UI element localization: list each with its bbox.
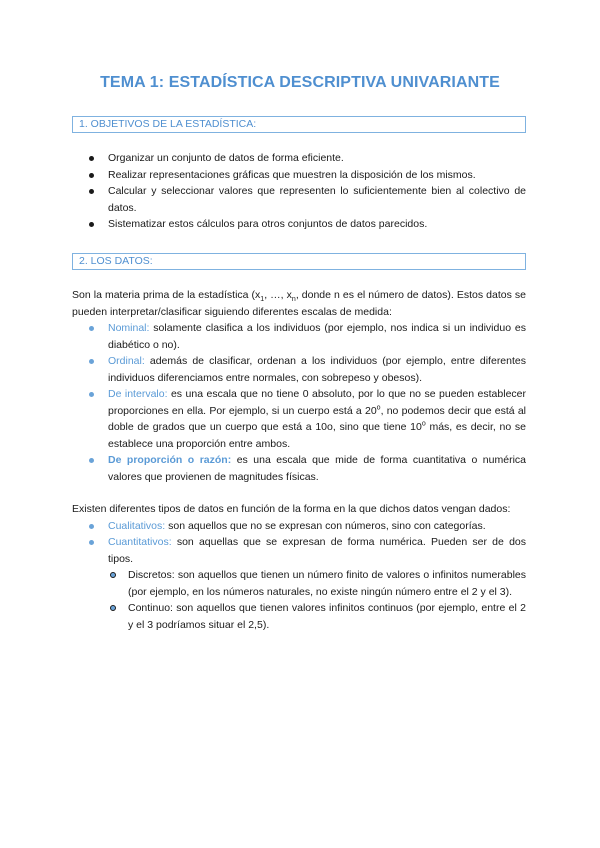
term-cuantitativos: Cuantitativos: [108,536,172,548]
scales-list [72,320,526,485]
list-item [72,452,526,485]
document-title: TEMA 1: ESTADÍSTICA DESCRIPTIVA UNIVARIANTE [100,74,500,91]
degree-sup: o [421,420,426,428]
list-item: Discretos: son aquellos que tienen un número finito de valores o infinitos numerables (por ejemplo, en los números naturales, no existe ningún número entre el 2 y el 3). [108,567,526,600]
list-item: Organizar un conjunto de datos de forma eficiente. [72,150,526,167]
datos-intro-paragraph [72,287,526,320]
objetivos-list [72,150,526,233]
subscript-1: 1 [260,296,265,304]
cuantitativos-sublist [108,567,526,633]
list-item: Sistematizar estos cálculos para otros conjuntos de datos parecidos. [72,216,526,233]
term-text: es una escala que mide de forma cuantitativa o numérica valores que provienen de magnitudes físicas. [108,454,526,483]
term-text: es una escala que no tiene 0 absoluto, por lo que no se pueden establecer proporciones en ella. Por ejemplo, si un cuerpo está a 20 [108,388,526,417]
term-text: además de clasificar, ordenan a los individuos (por ejemplo, entre diferentes individuos diferenciamos entre normales, con sobrepeso y obesos). [108,355,526,384]
section-heading-datos: 2. LOS DATOS: [72,253,526,270]
spacer [72,485,526,501]
section-heading-objetivos: 1. OBJETIVOS DE LA ESTADÍSTICA: [72,116,526,133]
list-item: Continuo: son aquellos que tienen valores infinitos continuos (por ejemplo, entre el 2 y el 3 podríamos situar el 2,5). [108,600,526,633]
list-item [72,320,526,353]
term-text: , no podemos decir que está al doble de grados que un cuerpo que está a 10o, sino que tiene 10 [108,404,526,433]
intro-text: Son la materia prima de la estadística (x [72,289,261,301]
term-text: más, es decir, no se establece una proporción entre ambos. [108,421,526,450]
term-text: son aquellos que no se expresan con números, sino con categorías. [165,519,486,532]
term-intervalo: De intervalo: [108,388,168,400]
degree-sup: o [376,404,381,411]
list-item [72,534,526,633]
intro-text: , donde n es el número de datos). Estos datos se pueden interpretar/clasificar siguiendo diferentes escalas de medida: [72,289,526,318]
term-cualitativos: Cualitativos: [108,519,166,532]
subscript-n: n [291,296,296,304]
types-list [72,518,526,634]
list-item [72,353,526,386]
list-item: Realizar representaciones gráficas que muestren la disposición de los mismos. [72,167,526,184]
list-item [72,386,526,452]
term-nominal: Nominal: [108,322,150,334]
intro-text: , …, x [264,289,292,301]
datos-content [72,287,526,633]
list-item: Calcular y seleccionar valores que representen lo suficientemente bien al colectivo de datos. [72,183,526,216]
list-item [72,518,526,535]
term-text: son aquellas que se expresan de forma numérica. Pueden ser de dos tipos. [108,536,526,565]
term-proporcion: De proporción o razón: [108,454,232,466]
term-text: solamente clasifica a los individuos (por ejemplo, nos indica si un individuo es diabético o no). [108,322,526,351]
types-intro-paragraph: Existen diferentes tipos de datos en función de la forma en la que dichos datos vengan dados: [72,503,511,515]
objetivos-list-container [72,150,526,233]
term-ordinal: Ordinal: [108,355,145,367]
